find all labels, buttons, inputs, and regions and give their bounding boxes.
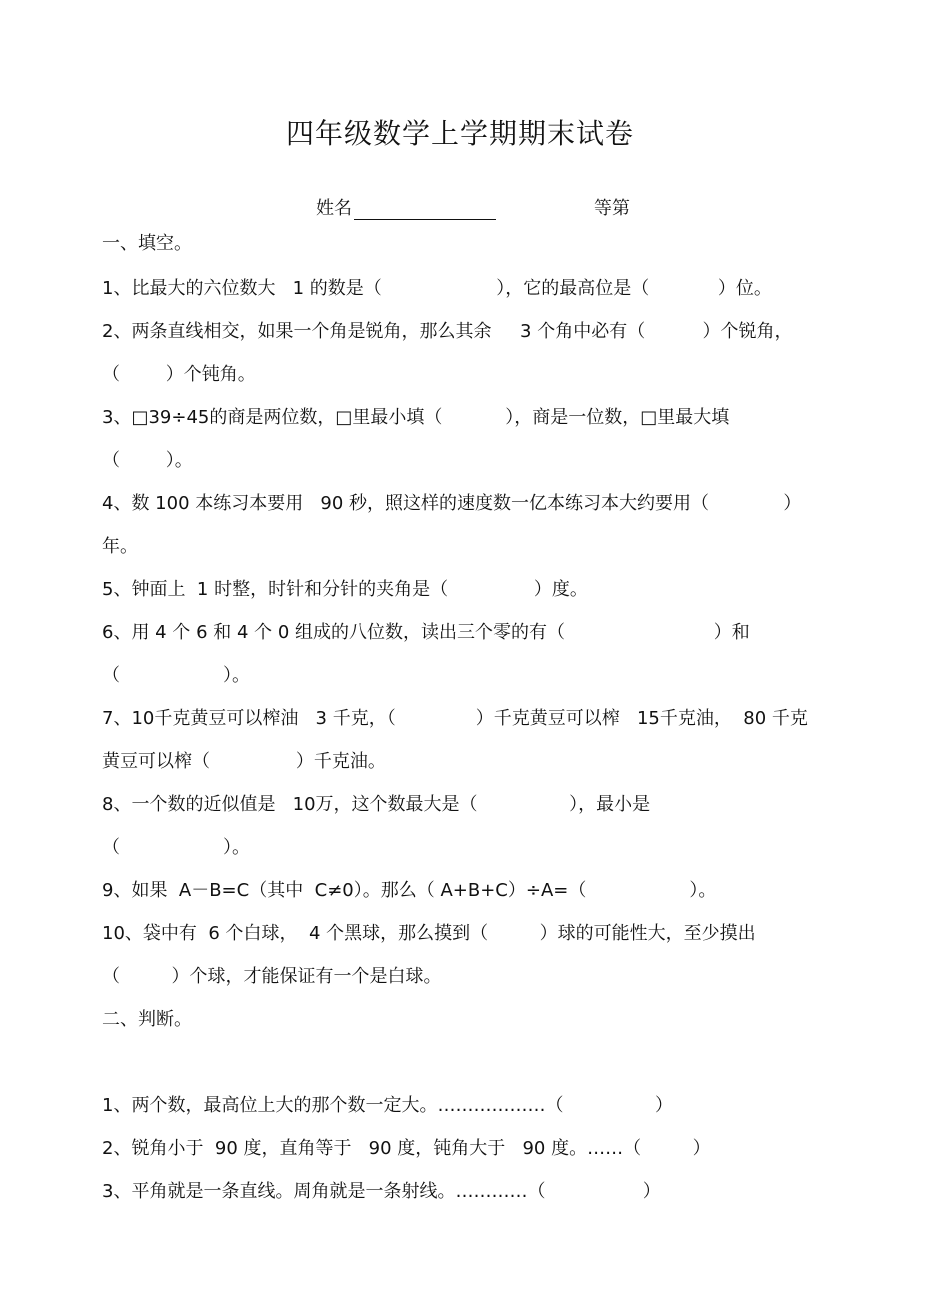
judge-question-3: 3、平角就是一条直线。周角就是一条射线。…………（ ） [102, 1181, 661, 1202]
question-10-line-1: 10、袋中有 6 个白球， 4 个黑球，那么摸到（ ）球的可能性大，至少摸出 [102, 923, 756, 944]
question-1: 1、比最大的六位数大 1 的数是（ ），它的最高位是（ ）位。 [102, 278, 772, 299]
question-2-line-2: （ ）个钝角。 [102, 364, 256, 385]
question-8-line-2: （ ）。 [102, 837, 250, 858]
question-7-line-1: 7、10千克黄豆可以榨油 3 千克，（ ）千克黄豆可以榨 15千克油， 80 千克 [102, 708, 808, 729]
question-4-line-1: 4、数 100 本练习本要用 90 秒，照这样的速度数一亿本练习本大约要用（ ） [102, 493, 802, 514]
grade-label: 等第 [594, 198, 630, 219]
question-6-line-2: （ ）。 [102, 665, 250, 686]
section-heading-fill-in: 一、填空。 [102, 233, 192, 254]
page-title: 四年级数学上学期期末试卷 [285, 117, 634, 150]
question-4-line-2: 年。 [102, 536, 138, 557]
question-10-line-2: （ ）个球，才能保证有一个是白球。 [102, 966, 442, 987]
section-heading-judge: 二、判断。 [102, 1009, 192, 1030]
question-3-line-1: 3、□39÷45的商是两位数，□里最小填（ ），商是一位数，□里最大填 [102, 407, 730, 428]
name-field-row [316, 194, 496, 220]
judge-question-2: 2、锐角小于 90 度，直角等于 90 度，钝角大于 90 度。……（ ） [102, 1138, 711, 1159]
question-2-line-1: 2、两条直线相交，如果一个角是锐角，那么其余 3 个角中必有（ ）个锐角， [102, 321, 793, 342]
question-8-line-1: 8、一个数的近似值是 10万，这个数最大是（ ），最小是 [102, 794, 651, 815]
question-7-line-2: 黄豆可以榨（ ）千克油。 [102, 751, 386, 772]
question-3-line-2: （ ）。 [102, 450, 193, 471]
question-5: 5、钟面上 1 时整，时针和分针的夹角是（ ）度。 [102, 579, 588, 600]
question-9: 9、如果 A－B=C（其中 C≠0）。那么（ A+B+C）÷A=（ ）。 [102, 880, 717, 901]
name-blank-line [354, 201, 496, 220]
question-6-line-1: 6、用 4 个 6 和 4 个 0 组成的八位数，读出三个零的有（ ）和 [102, 622, 750, 643]
name-label: 姓名 [316, 198, 352, 219]
judge-question-1: 1、两个数，最高位上大的那个数一定大。………………（ ） [102, 1095, 673, 1116]
